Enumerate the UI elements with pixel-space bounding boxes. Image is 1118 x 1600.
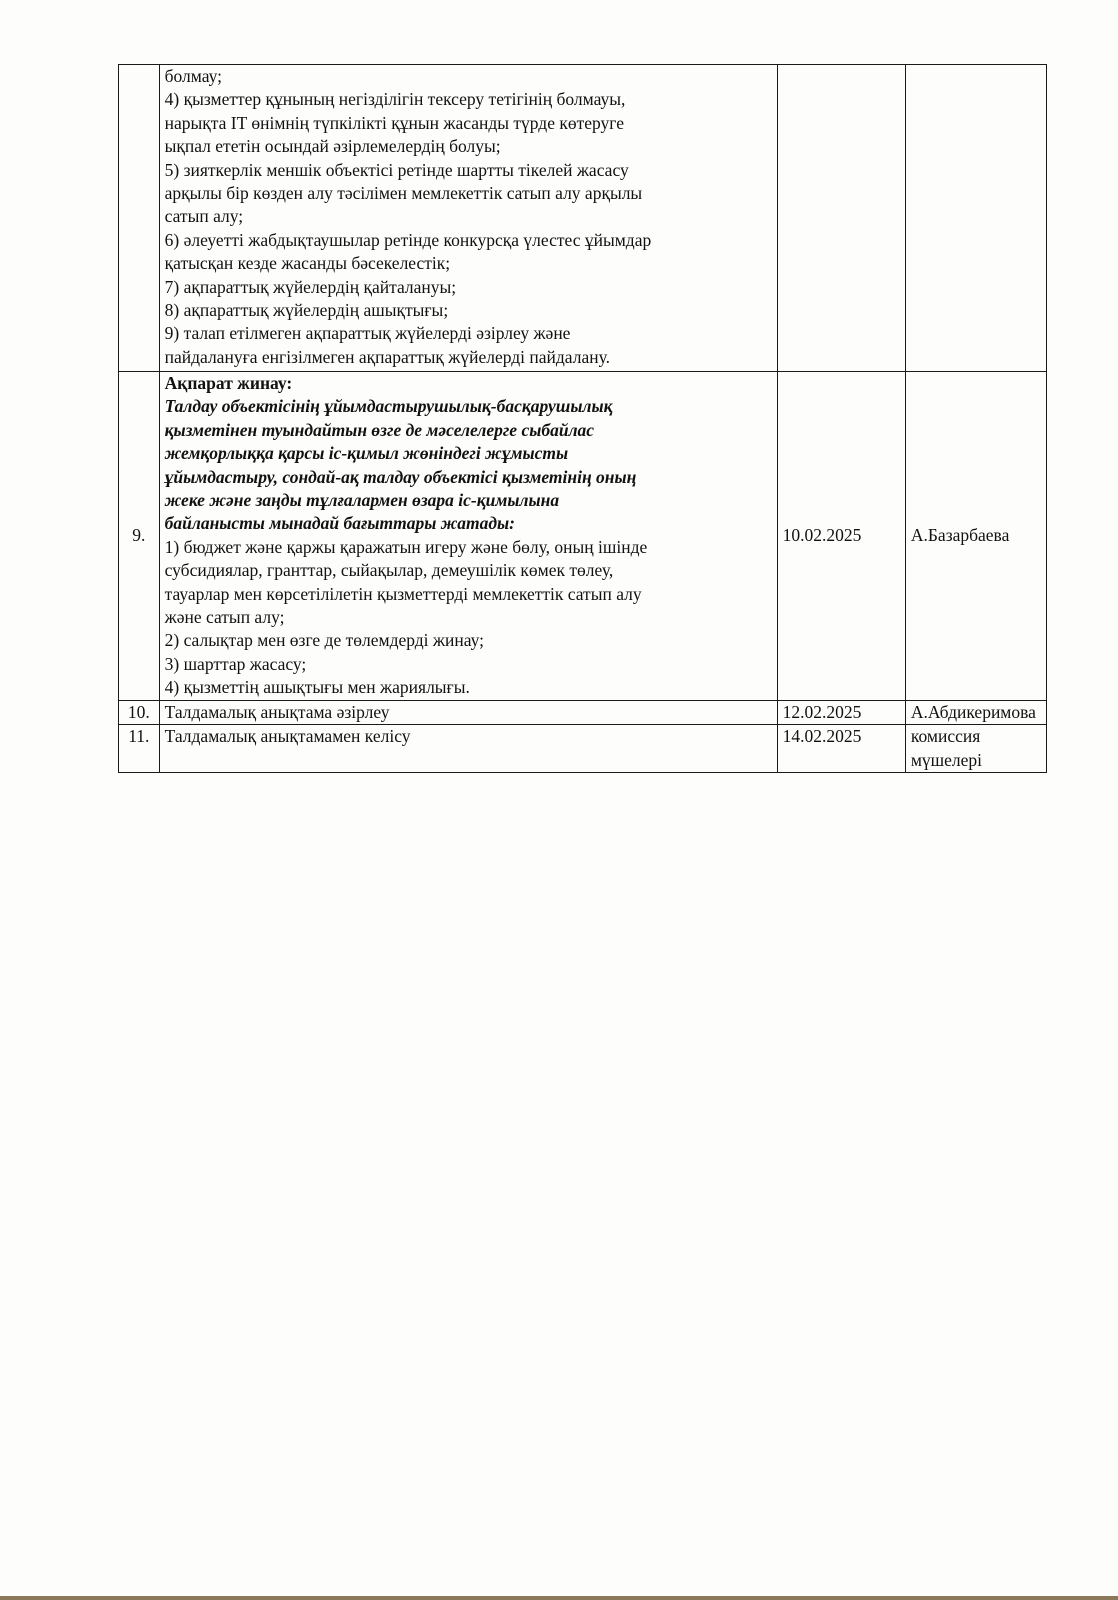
task-line: ықпал ететін осындай әзірлемелердің болуы; [164, 136, 501, 157]
plan-table [118, 64, 1047, 773]
task-line: 5) зияткерлік меншік объектісі ретінде шартты тікелей жасасу [164, 159, 629, 180]
row-number: 11. [119, 725, 160, 773]
task-line: 4) қызметтер құнының негізділігін тексеру тетігінің болмауы, [164, 89, 626, 110]
task-line: 3) шарттар жасасу; [164, 653, 307, 674]
task-line: және сатып алу; [164, 607, 285, 628]
task-line: 1) бюджет және қаржы қаражатын игеру және бөлу, оның ішінде [164, 536, 648, 557]
task-line: 6) әлеуетті жабдықтаушылар ретінде конкурсқа үлестес ұйымдар [164, 229, 652, 250]
responsible-cell [905, 725, 1046, 773]
task-cell [159, 372, 777, 701]
responsible-cell: А.Абдикеримова [905, 700, 1046, 724]
responsible-line: комиссия [910, 726, 981, 747]
task-italic-line: жемқорлыққа қарсы іс-қимыл жөніндегі жұмысты [164, 443, 569, 464]
task-line: сатып алу; [164, 206, 244, 227]
page-bottom-edge [0, 1596, 1118, 1600]
date-cell: 12.02.2025 [777, 700, 905, 724]
task-italic-line: байланысты мынадай бағыттары жатады: [164, 513, 515, 534]
row-number: 9. [119, 372, 160, 701]
task-line: 8) ақпараттық жүйелердің ашықтығы; [164, 300, 449, 321]
row-number: 10. [119, 700, 160, 724]
task-italic-line: Талдау объектісінің ұйымдастырушылық-басқарушылық [164, 396, 613, 417]
task-line: болмау; [164, 66, 222, 86]
row-number-cell [119, 65, 160, 372]
table-row-11 [119, 725, 1047, 773]
task-line: 9) талап етілмеген ақпараттық жүйелерді әзірлеу және [164, 323, 571, 344]
date-cell: 14.02.2025 [777, 725, 905, 773]
responsible-cell: А.Базарбаева [905, 372, 1046, 701]
table-row-10 [119, 700, 1047, 724]
table-row-continuation [119, 65, 1047, 372]
task-line: нарықта IT өнімнің түпкілікті құнын жасанды түрде көтеруге [164, 112, 624, 133]
table-row-9 [119, 372, 1047, 701]
task-cell [159, 65, 777, 372]
task-line: пайдалануға енгізілмеген ақпараттық жүйелерді пайдалану. [164, 346, 610, 367]
responsible-line: мүшелері [910, 749, 983, 770]
task-line: субсидиялар, гранттар, сыйақылар, демеушілік көмек төлеу, [164, 560, 614, 581]
task-line: тауарлар мен көрсетілілетін қызметтерді мемлекеттік сатып алу [164, 583, 642, 604]
task-italic-line: қызметінен туындайтын өзге де мәселелерге сыбайлас [164, 419, 595, 440]
task-line: 4) қызметтің ашықтығы мен жариялығы. [164, 677, 470, 698]
task-line: арқылы бір көзден алу тәсілімен мемлекеттік сатып алу арқылы [164, 183, 643, 204]
task-cell: Талдамалық анықтама әзірлеу [159, 700, 777, 724]
task-line: 7) ақпараттық жүйелердің қайталануы; [164, 276, 457, 297]
task-cell: Талдамалық анықтамамен келісу [159, 725, 777, 773]
task-line: 2) салықтар мен өзге де төлемдерді жинау; [164, 630, 484, 651]
task-heading: Ақпарат жинау: [164, 373, 293, 393]
date-cell [777, 65, 905, 372]
task-line: қатысқан кезде жасанды бәсекелестік; [164, 253, 451, 274]
responsible-cell [905, 65, 1046, 372]
task-italic-line: жеке және заңды тұлғалармен өзара іс-қимылына [164, 490, 560, 511]
date-cell: 10.02.2025 [777, 372, 905, 701]
task-italic-line: ұйымдастыру, сондай-ақ талдау объектісі қызметінің оның [164, 466, 637, 487]
